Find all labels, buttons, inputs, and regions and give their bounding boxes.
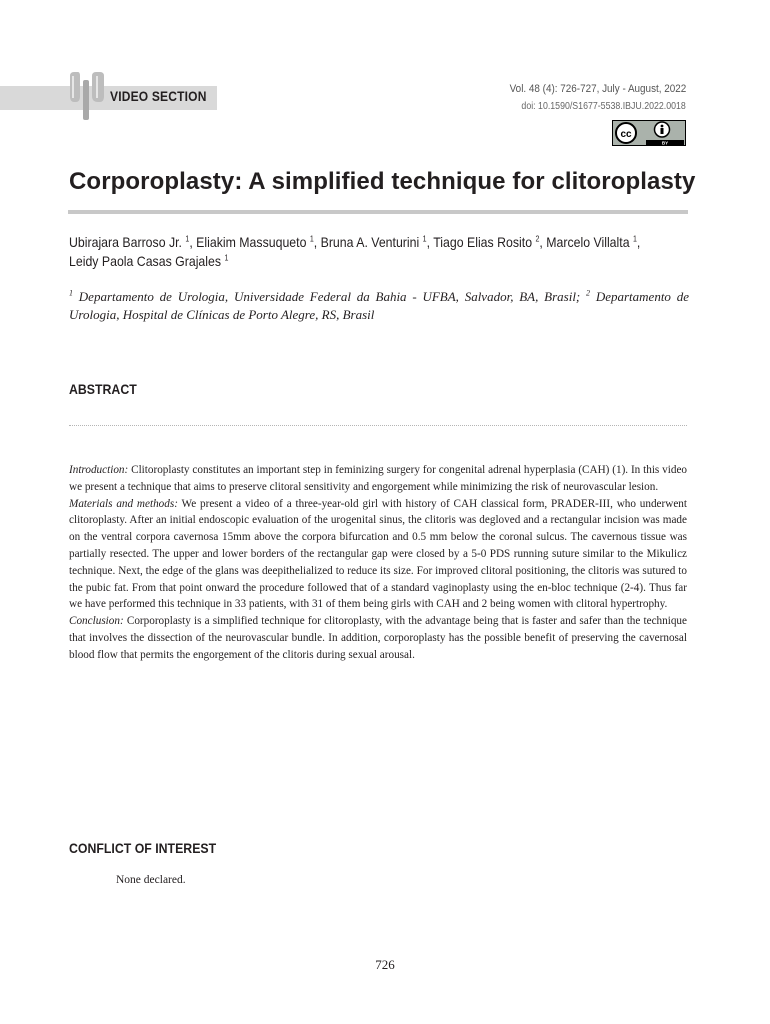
- abstract-body: [69, 462, 687, 664]
- author-name: Ubirajara Barroso Jr.: [69, 234, 182, 250]
- author-sep: ,: [189, 234, 197, 250]
- author-name: Eliakim Massuqueto: [196, 234, 307, 250]
- title-divider: [68, 210, 688, 214]
- dotted-divider: [69, 425, 687, 426]
- page-number: 726: [375, 957, 395, 972]
- author-affil: 1: [632, 234, 637, 244]
- cc-text: cc: [620, 129, 632, 140]
- methods-label: Materials and methods:: [69, 497, 178, 510]
- conclusion-text: Corporoplasty is a simplified technique for clitoroplasty, with the advantage being that is faster and safer than the technique that involves the dissection of the neurovascular bundle. In addition, corporoplasty has the possible benefit of preserving the cavernosal blood flow that permits the engorgement of the clitoris during sexual arousal.: [69, 615, 687, 661]
- author-sep: ,: [426, 234, 434, 250]
- author-sep: ,: [313, 234, 321, 250]
- article-title: Corporoplasty: A simplified technique for clitoroplasty: [69, 168, 696, 195]
- author-name: Bruna A. Venturini: [320, 234, 420, 250]
- abstract-introduction: [69, 462, 687, 496]
- author-sep: ,: [636, 234, 641, 250]
- author-name: Leidy Paola Casas Grajales: [69, 253, 222, 269]
- affil-text: Departamento de Urologia, Universidade Federal da Bahia - UFBA, Salvador, BA, Brasil;: [73, 289, 587, 304]
- doi-link[interactable]: doi: 10.1590/S1677-5538.IBJU.2022.0018: [521, 101, 686, 112]
- conflict-text: None declared.: [116, 874, 186, 886]
- abstract-conclusion: [69, 613, 687, 663]
- author-affil: 1: [309, 234, 314, 244]
- author-affil: 2: [535, 234, 540, 244]
- affil-text: Departamento de Urologia, Hospital de Clínicas de Porto Alegre, RS, Brasil: [69, 289, 689, 322]
- journal-logo-icon: [66, 72, 106, 120]
- abstract-heading: ABSTRACT: [69, 381, 137, 397]
- affil-sup: 2: [586, 288, 591, 298]
- conclusion-label: Conclusion:: [69, 615, 124, 628]
- author-name: Marcelo Villalta: [546, 234, 630, 250]
- abstract-methods: [69, 496, 687, 614]
- author-line-1: [69, 233, 641, 252]
- methods-text: We present a video of a three-year-old girl with history of CAH classical form, PRADER-III, who underwent clitoroplasty. After an initial endoscopic evaluation of the urogenital sinus, the clitoris was degloved and a rectangular incision was made on the ventral corpora cavernosa 15mm above the corpora bifurcation and 0.5 mm below the coronal sulcus. The cavernous tissue was partially resected. The upper and lower borders of the rectangular gap were closed by a 5-0 PDS running suture similar to the Mikulicz technique. Next, the edge of the glans was deepithelialized to reduce its size. For improved clitoral positioning, the clitoris was sutured to the pubic fat. From that point onward the procedure followed that of a standard vaginoplasty using the en-bloc technique (2-4). Thus far we have performed this technique in 33 patients, with 31 of them being girls with CAH and 2 being women with clitoral hypertrophy.: [69, 497, 687, 611]
- affil-sup: 1: [69, 288, 73, 298]
- by-text: BY: [661, 140, 669, 146]
- author-name: Tiago Elias Rosito: [433, 234, 533, 250]
- volume-info: Vol. 48 (4): 726-727, July - August, 2022: [509, 83, 686, 95]
- author-list: [69, 233, 699, 271]
- author-line-2: [69, 252, 623, 271]
- author-affil: 1: [224, 253, 229, 263]
- conflict-heading: CONFLICT OF INTEREST: [69, 840, 217, 856]
- section-label: VIDEO SECTION: [110, 88, 207, 104]
- affiliations: [69, 288, 689, 324]
- intro-text: Clitoroplasty constitutes an important step in feminizing surgery for congenital adrenal hyperplasia (CAH) (1). In this video we present a technique that aims to preserve clitoral sensitivity and engorgement while minimizing the risk of neurovascular lesion.: [69, 464, 687, 493]
- author-affil: 1: [185, 234, 190, 244]
- author-sep: ,: [539, 234, 547, 250]
- cc-by-icon[interactable]: [612, 120, 686, 146]
- intro-label: Introduction:: [69, 464, 129, 476]
- author-affil: 1: [422, 234, 427, 244]
